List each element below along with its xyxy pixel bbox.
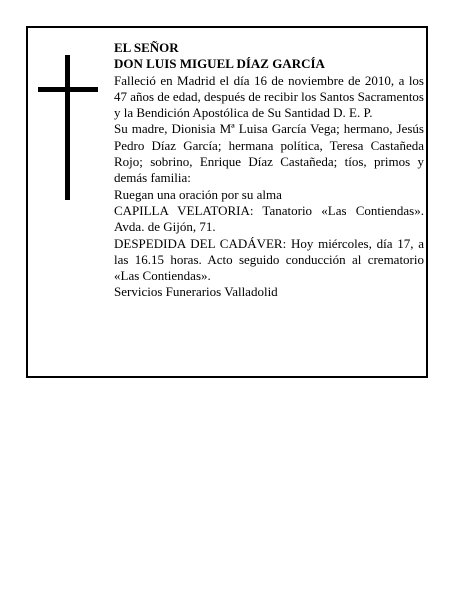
notice-title-line1: EL SEÑOR bbox=[114, 40, 179, 55]
obituary-notice bbox=[26, 26, 428, 378]
cross-horizontal-bar bbox=[38, 87, 98, 92]
cross-vertical-bar bbox=[65, 55, 70, 200]
notice-text bbox=[114, 40, 424, 301]
funeral-services-provider: Servicios Funerarios Valladolid bbox=[114, 284, 278, 300]
death-announcement: Falleció en Madrid el día 16 de noviembre de 2010, a los 47 años de edad, después de recibir los Santos Sacramentos y la Bendición Apostólica de Su Santidad D. E. P. bbox=[114, 72, 424, 121]
funeral-service: DESPEDIDA DEL CADÁVER: Hoy miércoles, día 17, a las 16.15 horas. Acto seguido conducción al crematorio «Las Contiendas». bbox=[114, 235, 424, 284]
latin-cross-icon bbox=[38, 55, 98, 200]
funeral-chapel: CAPILLA VELATORIA: Tanatorio «Las Contiendas». Avda. de Gijón, 71. bbox=[114, 202, 424, 235]
family-mourners: Su madre, Dionisia Mª Luisa García Vega; hermano, Jesús Pedro Díaz García; hermana política, Teresa Castañeda Rojo; sobrino, Enrique Díaz Castañeda; tíos, primos y demás familia: bbox=[114, 121, 424, 186]
prayer-request: Ruegan una oración por su alma bbox=[114, 186, 282, 202]
notice-deceased-name: DON LUIS MIGUEL DÍAZ GARCÍA bbox=[114, 56, 325, 72]
